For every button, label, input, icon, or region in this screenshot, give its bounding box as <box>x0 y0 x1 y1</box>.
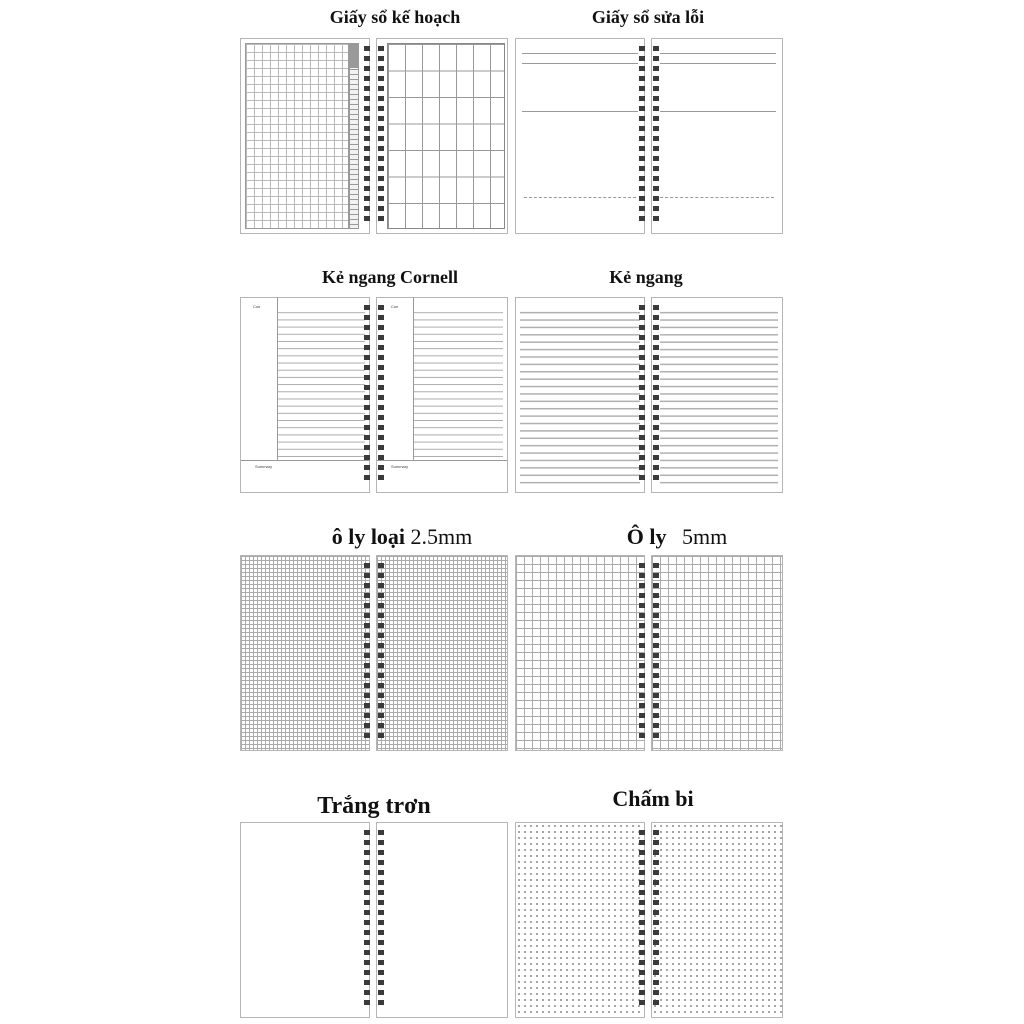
cornell-lines-r <box>413 306 503 460</box>
cornell-cue-divider-r <box>413 298 414 460</box>
planner-right-page <box>376 38 508 234</box>
error-log-header-line-2 <box>522 63 638 64</box>
dotted-right-page <box>651 822 783 1018</box>
cornell-cue-divider <box>277 298 278 460</box>
error-log-header-line-r2 <box>660 63 776 64</box>
grid-small-ring-binding-2 <box>378 563 384 743</box>
error-log-section-line <box>522 111 638 112</box>
error-log-bottom-line-r <box>660 197 774 198</box>
error-log-title: Giấy sổ sửa lỗi <box>591 7 705 27</box>
error-log-bottom-line <box>524 197 636 198</box>
grid-large-ring-binding <box>639 563 645 743</box>
error-log-left-page <box>515 38 645 234</box>
grid-large-right-page <box>651 555 783 751</box>
error-log-spread <box>515 38 783 234</box>
error-log-header-line-r <box>660 53 776 54</box>
error-log-right-page <box>651 38 783 234</box>
cornell-spread <box>240 297 508 493</box>
grid-small-size: 2.5mm <box>410 524 473 549</box>
cornell-summary-label: Summary <box>255 464 273 469</box>
blank-ring-binding <box>364 830 370 1010</box>
dotted-spread <box>515 822 783 1018</box>
blank-title: Trắng trơn <box>317 793 431 819</box>
planner-spread <box>240 38 508 234</box>
grid-large-title-text: Ô ly <box>626 524 667 549</box>
blank-left-page <box>240 822 370 1018</box>
grid-small-spread <box>240 555 508 751</box>
planner-left-page <box>240 38 370 234</box>
cornell-summary-label-r: Summary <box>391 464 409 469</box>
cornell-ring-binding-2 <box>378 305 384 485</box>
dotted-title: Chấm bi <box>612 786 694 811</box>
lined-spread <box>515 297 783 493</box>
grid-large-size: 5mm <box>682 524 728 549</box>
grid-large-spread <box>515 555 783 751</box>
dotted-ring-binding-2 <box>653 830 659 1010</box>
planner-ring-binding <box>364 46 370 226</box>
grid-large-ring-binding-2 <box>653 563 659 743</box>
lined-ring-binding <box>639 305 645 485</box>
error-log-section-line-r <box>660 111 776 112</box>
grid-small-left-page <box>240 555 370 751</box>
grid-small-title <box>332 526 473 548</box>
blank-ring-binding-2 <box>378 830 384 1010</box>
planner-side-column <box>349 43 359 229</box>
lined-right-page <box>651 297 783 493</box>
lined-title: Kẻ ngang <box>609 267 683 287</box>
cornell-left-page <box>240 297 370 493</box>
error-log-ring-binding-2 <box>653 46 659 226</box>
error-log-header-line <box>522 53 638 54</box>
grid-large-title <box>627 526 727 548</box>
grid-small-title-text: ô ly loại <box>331 524 406 549</box>
lined-ring-binding-2 <box>653 305 659 485</box>
error-log-ring-binding <box>639 46 645 226</box>
cornell-ring-binding <box>364 305 370 485</box>
cornell-right-page <box>376 297 508 493</box>
cornell-lines <box>277 306 365 460</box>
planner-side-header <box>350 44 358 68</box>
grid-small-ring-binding <box>364 563 370 743</box>
grid-large-left-page <box>515 555 645 751</box>
planner-ring-binding-2 <box>378 46 384 226</box>
cornell-summary-divider <box>241 460 369 461</box>
grid-small-right-page <box>376 555 508 751</box>
lined-lines-r <box>660 306 778 486</box>
dotted-ring-binding <box>639 830 645 1010</box>
planner-title: Giấy sổ kế hoạch <box>329 7 461 27</box>
blank-spread <box>240 822 508 1018</box>
blank-right-page <box>376 822 508 1018</box>
planner-grid <box>245 43 349 229</box>
cornell-cue-label-r: Cue <box>391 304 399 309</box>
cornell-title: Kẻ ngang Cornell <box>321 267 459 287</box>
cornell-summary-divider-r <box>377 460 507 461</box>
dotted-left-page <box>515 822 645 1018</box>
planner-calendar <box>387 43 505 229</box>
lined-lines <box>520 306 640 486</box>
lined-left-page <box>515 297 645 493</box>
cornell-cue-label: Cue <box>253 304 261 309</box>
